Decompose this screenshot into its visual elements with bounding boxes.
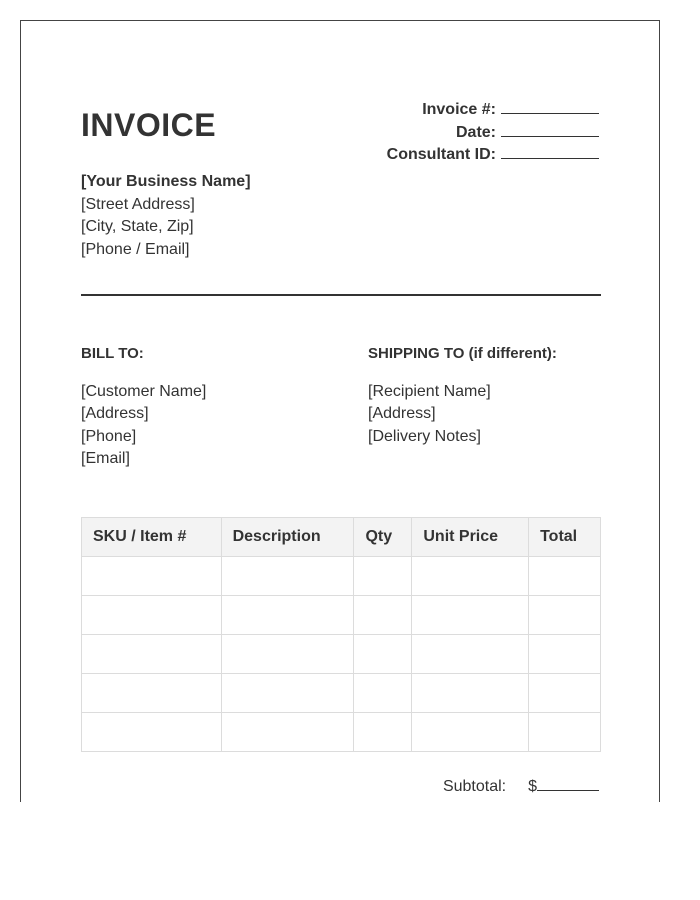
column-header-qty: Qty <box>354 518 412 557</box>
table-cell[interactable] <box>82 674 222 713</box>
invoice-page <box>20 20 660 802</box>
consultant-id-label: Consultant ID: <box>386 146 496 163</box>
ship-to-address: [Address] <box>368 405 436 423</box>
ship-to-lines <box>368 381 491 448</box>
table-cell[interactable] <box>82 635 222 674</box>
ship-to-heading: SHIPPING TO (if different): <box>368 345 557 362</box>
table-cell[interactable] <box>354 557 412 596</box>
business-info <box>81 171 251 261</box>
business-contact: [Phone / Email] <box>81 240 190 258</box>
column-header-total: Total <box>529 518 601 557</box>
column-header-sku: SKU / Item # <box>82 518 222 557</box>
subtotal-currency: $ <box>528 778 537 795</box>
table-cell[interactable] <box>529 557 601 596</box>
bill-to-phone: [Phone] <box>81 427 137 445</box>
consultant-id-row <box>387 144 599 167</box>
table-cell[interactable] <box>221 635 354 674</box>
column-header-description: Description <box>221 518 354 557</box>
table-cell[interactable] <box>354 713 412 752</box>
table-cell[interactable] <box>354 674 412 713</box>
invoice-meta <box>387 99 599 167</box>
date-row <box>387 122 599 145</box>
table-row <box>82 635 601 674</box>
header-divider <box>81 294 601 296</box>
table-cell[interactable] <box>412 713 529 752</box>
table-row <box>82 713 601 752</box>
table-cell[interactable] <box>354 635 412 674</box>
invoice-title: INVOICE <box>81 107 217 143</box>
invoice-number-label: Invoice #: <box>422 101 496 118</box>
invoice-number-field[interactable] <box>501 99 599 114</box>
date-field[interactable] <box>501 122 599 137</box>
bill-to-email: [Email] <box>81 449 130 467</box>
subtotal-field[interactable] <box>537 777 599 791</box>
table-cell[interactable] <box>221 596 354 635</box>
table-cell[interactable] <box>529 713 601 752</box>
table-cell[interactable] <box>529 596 601 635</box>
invoice-number-row <box>387 99 599 122</box>
ship-to-delivery-notes: [Delivery Notes] <box>368 427 481 445</box>
table-cell[interactable] <box>529 674 601 713</box>
consultant-id-field[interactable] <box>501 144 599 159</box>
table-cell[interactable] <box>82 557 222 596</box>
table-row <box>82 596 601 635</box>
ship-to-recipient-name: [Recipient Name] <box>368 383 491 400</box>
business-city: [City, State, Zip] <box>81 218 194 235</box>
bill-to-heading: BILL TO: <box>81 345 144 362</box>
table-cell[interactable] <box>221 674 354 713</box>
table-cell[interactable] <box>221 713 354 752</box>
table-cell[interactable] <box>412 635 529 674</box>
table-cell[interactable] <box>82 596 222 635</box>
column-header-unit-price: Unit Price <box>412 518 529 557</box>
date-label: Date: <box>455 123 496 141</box>
table-row <box>82 557 601 596</box>
bill-to-customer-name: [Customer Name] <box>81 383 207 400</box>
table-cell[interactable] <box>412 674 529 713</box>
bill-to-address: [Address] <box>81 405 149 423</box>
subtotal-row <box>443 777 599 796</box>
items-table <box>81 517 601 752</box>
bill-to-lines <box>81 381 206 470</box>
table-row <box>82 674 601 713</box>
table-cell[interactable] <box>412 557 529 596</box>
table-cell[interactable] <box>221 557 354 596</box>
subtotal-label: Subtotal: <box>442 778 507 795</box>
table-header-row <box>82 518 601 557</box>
table-cell[interactable] <box>354 596 412 635</box>
business-street: [Street Address] <box>81 195 195 213</box>
table-cell[interactable] <box>529 635 601 674</box>
table-cell[interactable] <box>412 596 529 635</box>
table-cell[interactable] <box>82 713 222 752</box>
business-name: [Your Business Name] <box>81 173 251 190</box>
